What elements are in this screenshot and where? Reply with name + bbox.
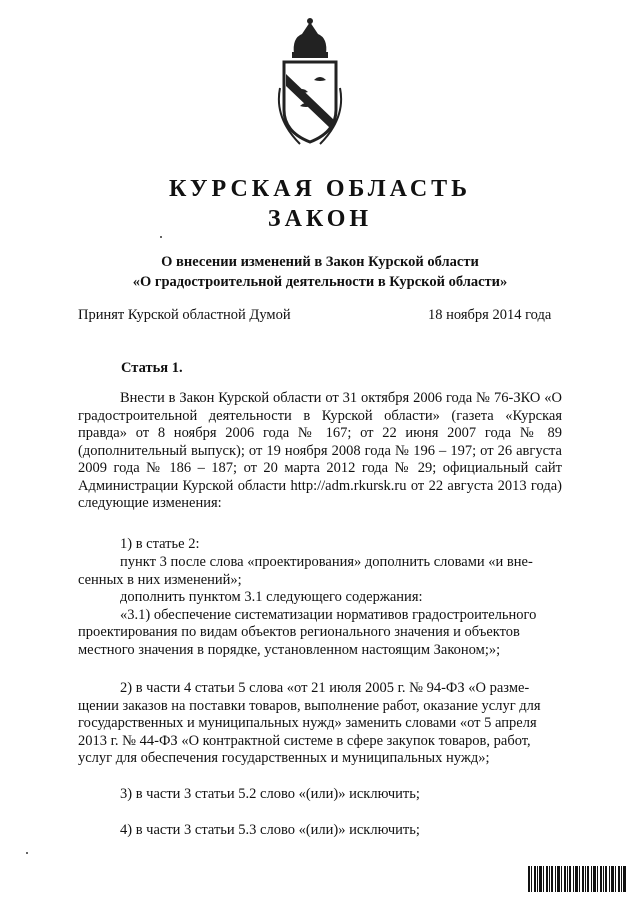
adoption-date: 18 ноября 2014 года (428, 307, 552, 323)
law-title-line-1: О внесении изменений в Закон Курской области (161, 254, 479, 270)
region-heading: КУРСКАЯ ОБЛАСТЬ (168, 176, 472, 202)
coat-of-arms-icon (270, 18, 350, 150)
item-2-line-5: услуг для обеспечения государственных и муниципальных нужд»; (78, 750, 490, 766)
item-1-heading: 1) в статье 2: (120, 536, 200, 552)
item-1-line-3: дополнить пунктом 3.1 следующего содержания: (120, 589, 423, 605)
item-2-line-3: государственных и муниципальных нужд» заменить словами «от 5 апреля (78, 715, 537, 731)
scan-speck (26, 852, 28, 854)
barcode-icon (528, 866, 626, 892)
item-1-line-1: пункт 3 после слова «проектирования» дополнить словами «и вне- (120, 554, 533, 570)
scan-speck (160, 236, 162, 238)
document-type-heading: ЗАКОН (267, 206, 373, 232)
article-intro-paragraph: Внести в Закон Курской области от 31 октября 2006 года № 76-ЗКО «О градостроительной деятельности в Курской области» (газета «Курская правда» от 8 ноября 2006 года № 167; от 22 июня 2007 года № 89 (дополнительный выпуск); от 19 ноября 2008 года № 196 – 197; от 26 августа 2009 года № 186 – 187; от 20 марта 2012 года № 29; официальный сайт Администрации Курской области http://adm.rkursk.ru от 22 августа 2013 года) следующие изменения: (78, 390, 562, 511)
item-1-quote-line-1: «3.1) обеспечение систематизации нормативов градостроительного (120, 607, 537, 623)
item-3: 3) в части 3 статьи 5.2 слово «(или)» исключить; (120, 786, 420, 802)
item-4: 4) в части 3 статьи 5.3 слово «(или)» исключить; (120, 822, 420, 838)
item-2-line-2: щении заказов на поставки товаров, выполнение работ, оказание услуг для (78, 698, 541, 714)
item-1-line-2: сенных в них изменений»; (78, 572, 242, 588)
item-2-line-4: 2013 г. № 44-ФЗ «О контрактной системе в сфере закупок товаров, работ, (78, 733, 531, 749)
adoption-body: Принят Курской областной Думой (78, 307, 291, 323)
article-heading: Статья 1. (121, 360, 183, 376)
item-2-line-1: 2) в части 4 статьи 5 слова «от 21 июля 2005 г. № 94-ФЗ «О разме- (120, 680, 530, 696)
item-1-quote-line-2: проектирования по видам объектов регионального значения и объектов (78, 624, 520, 640)
item-1-quote-line-3: местного значения в порядке, установленном настоящим Законом;»; (78, 642, 501, 658)
law-title-line-2: «О градостроительной деятельности в Курской области» (132, 274, 508, 290)
